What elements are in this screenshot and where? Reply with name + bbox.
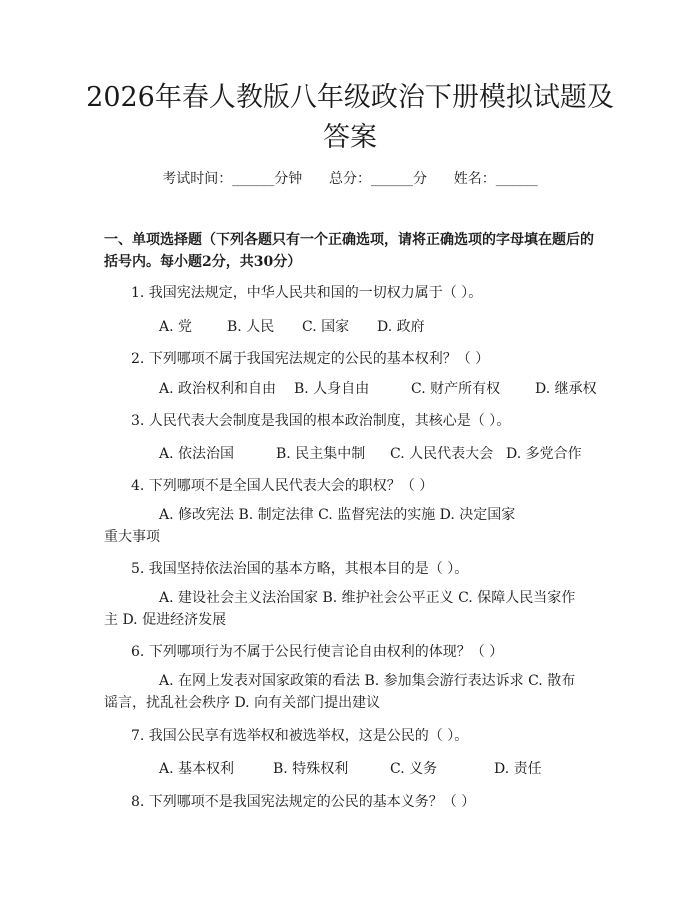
option-a: A. 基本权利 bbox=[159, 761, 235, 777]
option-d: D. 继承权 bbox=[535, 381, 597, 397]
option-a: A. 依法治国 bbox=[159, 446, 235, 462]
option-c: C. 国家 bbox=[302, 319, 350, 335]
question-5-stem: 5. 我国坚持依法治国的基本方略，其根本目的是（ ）。 bbox=[131, 561, 469, 577]
option-c: C. 人民代表大会 bbox=[390, 446, 494, 462]
question-6-options bbox=[104, 670, 604, 714]
option-b: B. 人身自由 bbox=[294, 381, 370, 397]
question-1-stem: 1. 我国宪法规定，中华人民共和国的一切权力属于（ ）。 bbox=[131, 285, 483, 301]
option-b: B. 人民 bbox=[227, 319, 275, 335]
title-line-2: 答案 bbox=[323, 122, 377, 153]
option-a: A. 政治权利和自由 bbox=[159, 381, 277, 397]
exam-title bbox=[60, 78, 640, 158]
options-line-1: A. 在网上发表对国家政策的看法 B. 参加集会游行表达诉求 C. 散布 bbox=[159, 673, 576, 689]
title-line-1: 2026年春人教版八年级政治下册模拟试题及 bbox=[86, 82, 614, 113]
question-3-stem: 3. 人民代表大会制度是我国的根本政治制度，其核心是（ ）。 bbox=[131, 413, 511, 429]
exam-meta-line: 考试时间：______分钟 总分：______分 姓名：______ bbox=[162, 171, 538, 187]
option-b: B. 特殊权利 bbox=[273, 761, 349, 777]
option-a: A. 党 bbox=[159, 319, 193, 335]
question-7-stem: 7. 我国公民享有选举权和被选举权，这是公民的（ ）。 bbox=[131, 728, 469, 744]
option-b: B. 民主集中制 bbox=[276, 446, 366, 462]
question-8-stem: 8. 下列哪项不是我国宪法规定的公民的基本义务？（ ） bbox=[131, 794, 476, 810]
option-c: C. 财产所有权 bbox=[411, 381, 501, 397]
question-5-options bbox=[104, 587, 604, 631]
question-4-options bbox=[104, 504, 604, 548]
options-line-1: A. 建设社会主义法治国家 B. 维护社会公平正义 C. 保障人民当家作 bbox=[159, 590, 576, 606]
section-title: 一、单项选择题（下列各题只有一个正确选项，请将正确选项的字母填在题后的括号内。每小题2分，共30分） bbox=[104, 232, 594, 270]
options-line-2: 谣言，扰乱社会秩序 D. 向有关部门提出建议 bbox=[104, 695, 381, 711]
options-line-2: 重大事项 bbox=[104, 529, 160, 545]
option-d: D. 多党合作 bbox=[506, 446, 582, 462]
question-6-stem: 6. 下列哪项行为不属于公民行使言论自由权利的体现？（ ） bbox=[131, 644, 504, 660]
option-c: C. 义务 bbox=[390, 761, 438, 777]
question-2-stem: 2. 下列哪项不属于我国宪法规定的公民的基本权利？（ ） bbox=[131, 351, 490, 367]
option-d: D. 责任 bbox=[494, 761, 542, 777]
options-line-2: 主 D. 促进经济发展 bbox=[104, 612, 227, 628]
option-d: D. 政府 bbox=[377, 319, 425, 335]
question-4-stem: 4. 下列哪项不是全国人民代表大会的职权？（ ） bbox=[131, 478, 434, 494]
options-line-1: A. 修改宪法 B. 制定法律 C. 监督宪法的实施 D. 决定国家 bbox=[159, 507, 516, 523]
